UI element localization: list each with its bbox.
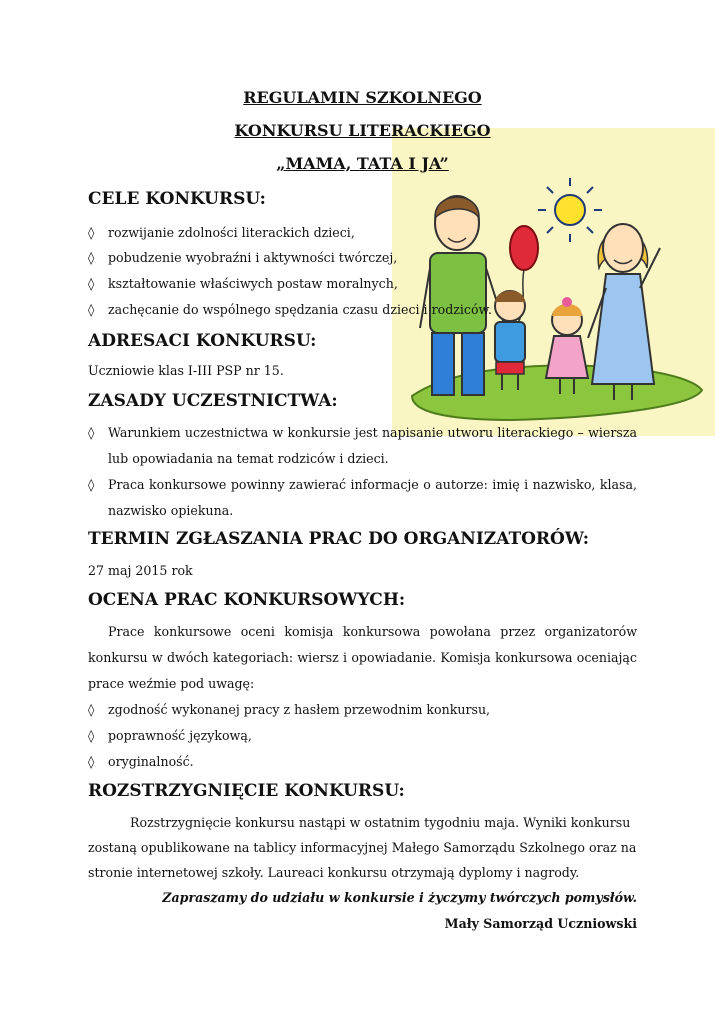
ocena-item: oryginalność.	[108, 754, 194, 769]
ocena-item: poprawność językową,	[108, 728, 252, 743]
bullet-icon: ◊	[88, 276, 95, 291]
cele-item: kształtowanie właściwych postaw moralnych,	[108, 276, 398, 291]
document-title-line2: KONKURSU LITERACKIEGO	[234, 121, 491, 140]
section-heading-adresaci: ADRESACI KONKURSU:	[88, 331, 317, 351]
zasady-item1-line2: lub opowiadania na temat rodziców i dzieci.	[108, 451, 389, 466]
ocena-paragraph-line1: Prace konkursowe oceni komisja konkursowa powołana przez organizatorów	[108, 624, 637, 639]
rozstrzygniecie-line3: stronie internetowej szkoły. Laureaci konkursu otrzymają dyplomy i nagrody.	[88, 865, 580, 880]
ocena-paragraph-line2: konkursu w dwóch kategoriach: wiersz i opowiadanie. Komisja konkursowa oceniając	[88, 650, 637, 665]
section-heading-zasady: ZASADY UCZESTNICTWA:	[88, 391, 338, 411]
termin-text: 27 maj 2015 rok	[88, 563, 193, 578]
cele-item: rozwijanie zdolności literackich dzieci,	[108, 225, 355, 240]
bullet-icon: ◊	[88, 477, 95, 492]
bullet-icon: ◊	[88, 754, 95, 769]
zasady-item1-line1: Warunkiem uczestnictwa w konkursie jest napisanie utworu literackiego – wiersza	[108, 425, 637, 440]
signature: Mały Samorząd Uczniowski	[444, 916, 637, 931]
bullet-icon: ◊	[88, 225, 95, 240]
zasady-item2-line2: nazwisko opiekuna.	[108, 503, 234, 518]
document-title-line3: „MAMA, TATA I JA”	[276, 154, 449, 173]
section-heading-ocena: OCENA PRAC KONKURSOWYCH:	[88, 590, 406, 610]
section-heading-cele: CELE KONKURSU:	[88, 189, 266, 209]
ocena-item: zgodność wykonanej pracy z hasłem przewodnim konkursu,	[108, 702, 491, 717]
rozstrzygniecie-line1: Rozstrzygnięcie konkursu nastąpi w ostatnim tygodniu maja. Wyniki konkursu	[130, 815, 631, 830]
zasady-item2-line1: Praca konkursowe powinny zawierać informacje o autorze: imię i nazwisko, klasa,	[108, 477, 637, 492]
section-heading-rozstrzygniecie: ROZSTRZYGNIĘCIE KONKURSU:	[88, 781, 405, 801]
rozstrzygniecie-line2: zostaną opublikowane na tablicy informacyjnej Małego Samorządu Szkolnego oraz na	[88, 840, 637, 855]
ocena-paragraph-line3: prace weźmie pod uwagę:	[88, 676, 255, 691]
bullet-icon: ◊	[88, 250, 95, 265]
cele-item: zachęcanie do wspólnego spędzania czasu dzieci i rodziców.	[108, 302, 492, 317]
family-illustration	[392, 128, 715, 436]
document-title-line1: REGULAMIN SZKOLNEGO	[243, 88, 482, 107]
bullet-icon: ◊	[88, 302, 95, 317]
section-heading-termin: TERMIN ZGŁASZANIA PRAC DO ORGANIZATORÓW:	[88, 529, 590, 549]
bullet-icon: ◊	[88, 728, 95, 743]
bullet-icon: ◊	[88, 425, 95, 440]
closing-invitation: Zapraszamy do udziału w konkursie i życzymy twórczych pomysłów.	[162, 890, 637, 905]
cele-item: pobudzenie wyobraźni i aktywności twórczej,	[108, 250, 398, 265]
adresaci-text: Uczniowie klas I-III PSP nr 15.	[88, 363, 284, 378]
bullet-icon: ◊	[88, 702, 95, 717]
